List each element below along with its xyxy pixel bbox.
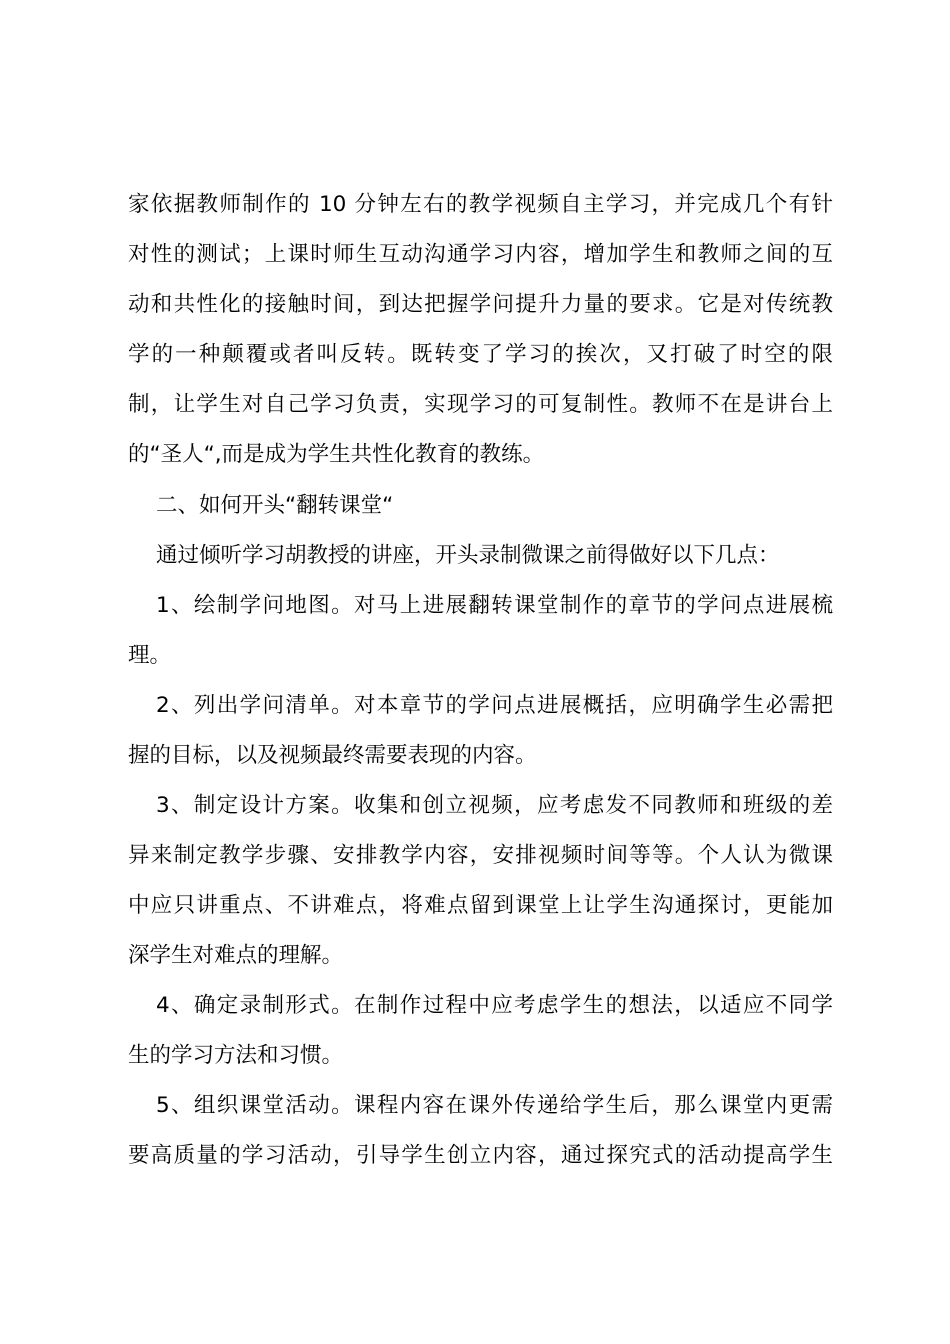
section-heading: 二、如何开头“翻转课堂“ xyxy=(156,493,394,518)
text-line: 家依据教师制作的 10 分钟左右的教学视频自主学习，并完成几个有针 xyxy=(128,192,833,217)
text-line: 3、制定设计方案。收集和创立视频，应考虑发不同教师和班级的差 xyxy=(156,793,833,818)
text-line: 1、绘制学问地图。对马上进展翻转课堂制作的章节的学问点进展梳 xyxy=(156,593,833,618)
text-line: 的“圣人“,而是成为学生共性化教育的教练。 xyxy=(128,442,545,467)
text-line: 异来制定教学步骤、安排教学内容，安排视频时间等等。个人认为微课 xyxy=(128,843,833,868)
text-line: 要高质量的学习活动，引导学生创立内容，通过探究式的活动提高学生 xyxy=(128,1143,833,1168)
text-line: 5、组织课堂活动。课程内容在课外传递给学生后，那么课堂内更需 xyxy=(156,1093,833,1118)
text-line: 理。 xyxy=(128,643,172,668)
text-line: 生的学习方法和习惯。 xyxy=(128,1043,344,1068)
text-line: 对性的测试；上课时师生互动沟通学习内容，增加学生和教师之间的互 xyxy=(128,242,833,267)
text-line: 中应只讲重点、不讲难点，将难点留到课堂上让学生沟通探讨，更能加 xyxy=(128,893,833,918)
text-line: 2、列出学问清单。对本章节的学问点进展概括，应明确学生必需把 xyxy=(156,693,833,718)
text-line: 制，让学生对自己学习负责，实现学习的可复制性。教师不在是讲台上 xyxy=(128,392,833,417)
paragraph-lecture-intro: 通过倾听学习胡教授的讲座，开头录制微课之前得做好以下几点： xyxy=(156,543,780,568)
text-line: 学的一种颠覆或者叫反转。既转变了学习的挨次，又打破了时空的限 xyxy=(128,342,833,367)
text-line: 4、确定录制形式。在制作过程中应考虑学生的想法，以适应不同学 xyxy=(156,993,833,1018)
text-line: 握的目标，以及视频最终需要表现的内容。 xyxy=(128,743,537,768)
text-line: 动和共性化的接触时间，到达把握学问提升力量的要求。它是对传统教 xyxy=(128,292,833,317)
text-line: 深学生对难点的理解。 xyxy=(128,943,344,968)
